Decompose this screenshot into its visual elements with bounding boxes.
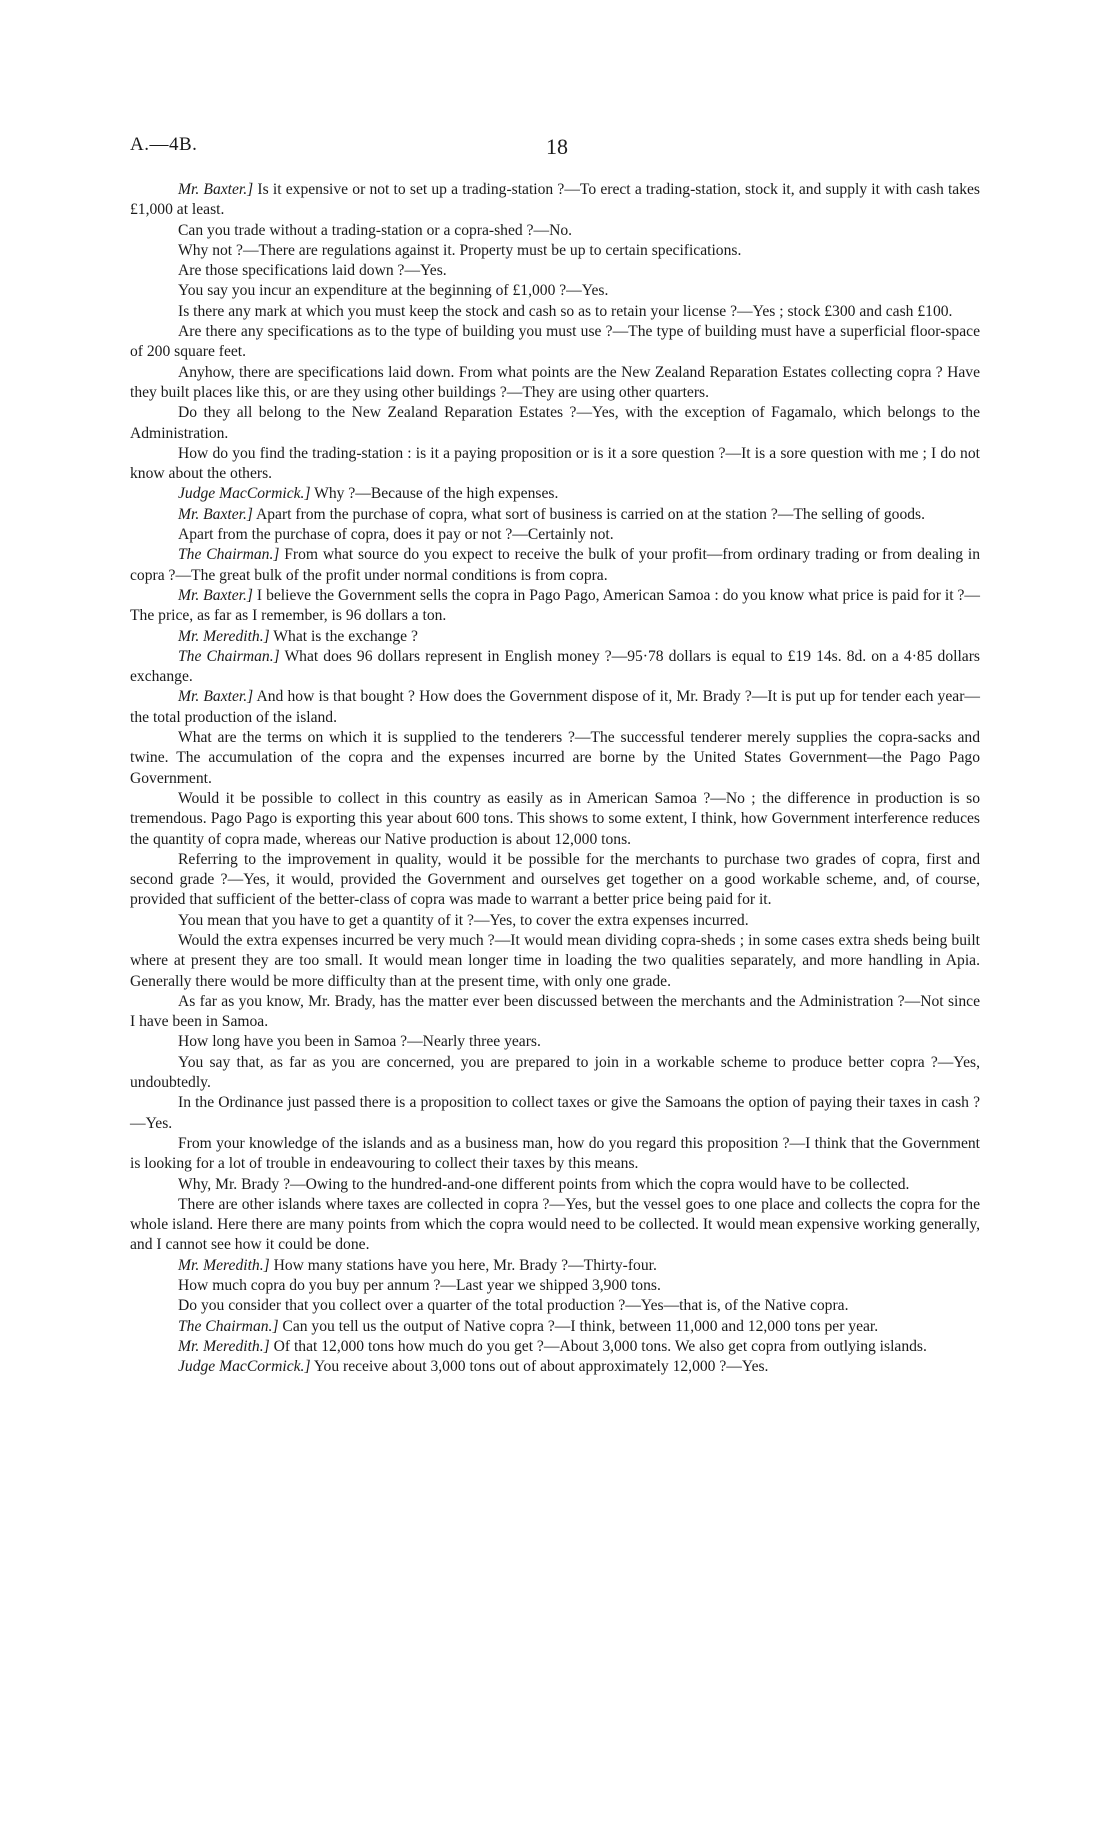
paragraph-text: Apart from the purchase of copra, does it pay or not ?—Certainly not. (178, 526, 614, 544)
paragraph (130, 1276, 980, 1296)
paragraph-text: Would it be possible to collect in this country as easily as in American Samoa ?—No ; the difference in production is so tremendous. Pago Pago is exporting this year about 600 tons. This shows to some extent, I think, how Government interference reduces the quantity of copra made, whereas our Native production is about 12,000 tons. (130, 789, 980, 848)
speaker-name: Mr. Baxter.] (178, 586, 253, 604)
paragraph-text: What does 96 dollars represent in English money ?—95·78 dollars is equal to £19 14s. 8d. on a 4·85 dollars exchange. (130, 647, 980, 686)
paragraph-text: From your knowledge of the islands and as a business man, how do you regard this proposition ?—I think that the Government is looking for a lot of trouble in endeavouring to collect their taxes by this means. (130, 1134, 980, 1173)
paragraph (130, 1175, 980, 1195)
paragraph (130, 1195, 980, 1256)
speaker-name: Mr. Baxter.] (178, 688, 254, 706)
paragraph (130, 302, 980, 322)
paragraph (130, 363, 980, 404)
paragraph (130, 687, 980, 728)
page-number: 18 (546, 134, 568, 159)
paragraph (130, 1032, 980, 1052)
paragraph (130, 505, 980, 525)
speaker-name: The Chairman.] (178, 1317, 279, 1335)
paragraph (130, 992, 980, 1033)
paragraph (130, 545, 980, 586)
paragraph-text: Why, Mr. Brady ?—Owing to the hundred-and-one different points from which the copra would have to be collected. (178, 1175, 910, 1193)
paragraph-text: What is the exchange ? (269, 627, 418, 645)
speaker-name: Judge MacCormick.] (178, 485, 311, 503)
paragraph-text: Are there any specifications as to the type of building you must use ?—The type of building must have a superficial floor-space of 200 square feet. (130, 323, 980, 361)
paragraph-text: How much copra do you buy per annum ?—Last year we shipped 3,900 tons. (178, 1277, 661, 1295)
paragraph (130, 281, 980, 301)
paragraph (130, 789, 980, 850)
paragraph (130, 1296, 980, 1316)
paragraph-text: What are the terms on which it is supplied to the tenderers ?—The successful tenderer merely supplies the copra-sacks and twine. The accumulation of the copra and the expenses incurred are borne by the United States Government—the Pago Pago Government. (130, 729, 980, 787)
speaker-name: Mr. Meredith.] (178, 1337, 270, 1355)
evidence-text (130, 180, 980, 1378)
paragraph (130, 1337, 980, 1357)
paragraph-text: Do you consider that you collect over a quarter of the total production ?—Yes—that is, of the Native copra. (178, 1297, 849, 1315)
paragraph-text: There are other islands where taxes are collected in copra ?—Yes, but the vessel goes to one place and collects the copra for the whole island. Here there are many points from which the copra would need to be collected. It would mean expensive working generally, and I cannot see how it could be done. (130, 1195, 980, 1254)
paragraph (130, 911, 980, 931)
paragraph-text: Can you tell us the output of Native copra ?—I think, between 11,000 and 12,000 tons per year. (278, 1317, 879, 1335)
paragraph-text: Do they all belong to the New Zealand Reparation Estates ?—Yes, with the exception of Fagamalo, which belongs to the Administration. (130, 404, 980, 442)
paragraph-text: Would the extra expenses incurred be very much ?—It would mean dividing copra-sheds ; in some cases extra sheds being built where at present they are too small. It would mean longer time in loading the two qualities separately, and more handling in Apia. Generally there would be more difficulty than at the present time, with only one grade. (130, 931, 980, 990)
paragraph (130, 1053, 980, 1094)
paragraph (130, 221, 980, 241)
paragraph (130, 180, 980, 221)
paragraph-text: Why not ?—There are regulations against it. Property must be up to certain specifications. (178, 241, 742, 259)
paragraph-text: Apart from the purchase of copra, what sort of business is carried on at the station ?—The selling of goods. (252, 505, 926, 523)
paragraph (130, 627, 980, 647)
paragraph (130, 1317, 980, 1337)
paragraph (130, 241, 980, 261)
paragraph-text: I believe the Government sells the copra in Pago Pago, American Samoa : do you know what price is paid for it ?—The price, as far as I remember, is 96 dollars a ton. (130, 586, 980, 625)
speaker-name: Mr. Meredith.] (178, 1256, 270, 1274)
speaker-name: Mr. Baxter.] (178, 505, 253, 523)
paragraph-text: Why ?—Because of the high expenses. (310, 485, 559, 503)
paragraph (130, 850, 980, 911)
paragraph (130, 444, 980, 485)
paragraph-text: Is it expensive or not to set up a trading-station ?—To erect a trading-station, stock it, and supply it with cash takes £1,000 at least. (130, 181, 981, 219)
paragraph (130, 1093, 980, 1134)
paragraph (130, 1357, 980, 1377)
document-reference: A.—4B. (130, 134, 198, 155)
paragraph-text: You say you incur an expenditure at the beginning of £1,000 ?—Yes. (178, 282, 609, 300)
paragraph-text: Are those specifications laid down ?—Yes. (178, 262, 447, 280)
paragraph (130, 484, 980, 504)
paragraph-text: You receive about 3,000 tons out of about approximately 12,000 ?—Yes. (310, 1358, 769, 1376)
speaker-name: Mr. Meredith.] (178, 627, 270, 645)
speaker-name: Judge MacCormick.] (178, 1358, 311, 1376)
paragraph (130, 728, 980, 789)
paragraph (130, 322, 980, 363)
paragraph (130, 586, 980, 627)
paragraph-text: Referring to the improvement in quality, would it be possible for the merchants to purchase two grades of copra, first and second grade ?—Yes, it would, provided the Government and ourselves get together on a good workable scheme, and, of course, provided that sufficient of the better-class of copra was made to warrant a better price being paid for it. (130, 850, 980, 909)
speaker-name: The Chairman.] (178, 647, 280, 665)
paragraph-text: You say that, as far as you are concerned, you are prepared to join in a workable scheme to produce better copra ?—Yes, undoubtedly. (130, 1053, 980, 1092)
paragraph (130, 1134, 980, 1175)
paragraph (130, 261, 980, 281)
paragraph-text: How do you find the trading-station : is it a paying proposition or is it a sore question ?—It is a sore question with me ; I do not know about the others. (130, 444, 980, 483)
paragraph (130, 525, 980, 545)
paragraph (130, 647, 980, 688)
paragraph-text: Can you trade without a trading-station or a copra-shed ?—No. (178, 221, 573, 239)
paragraph-text: In the Ordinance just passed there is a proposition to collect taxes or give the Samoans the option of paying their taxes in cash ?—Yes. (130, 1094, 980, 1132)
paragraph (130, 931, 980, 992)
paragraph-text: Is there any mark at which you must keep the stock and cash so as to retain your license ?—Yes ; stock £300 and cash £100. (178, 302, 953, 320)
paragraph-text: Of that 12,000 tons how much do you get ?—About 3,000 tons. We also get copra from outlying islands. (269, 1337, 927, 1355)
page-header (130, 134, 980, 164)
paragraph (130, 1256, 980, 1276)
paragraph-text: And how is that bought ? How does the Government dispose of it, Mr. Brady ?—It is put up for tender each year—the total production of the island. (130, 688, 980, 726)
paragraph-text: From what source do you expect to receive the bulk of your profit—from ordinary trading or from dealing in copra ?—The great bulk of the profit under normal conditions is from copra. (130, 546, 980, 584)
paragraph-text: You mean that you have to get a quantity of it ?—Yes, to cover the extra expenses incurred. (178, 911, 749, 929)
paragraph-text: How long have you been in Samoa ?—Nearly three years. (178, 1033, 541, 1051)
paragraph (130, 403, 980, 444)
paragraph-text: How many stations have you here, Mr. Brady ?—Thirty-four. (269, 1256, 657, 1274)
speaker-name: Mr. Baxter.] (178, 181, 254, 198)
speaker-name: The Chairman.] (178, 546, 280, 564)
paragraph-text: Anyhow, there are specifications laid down. From what points are the New Zealand Reparation Estates collecting copra ? Have they built places like this, or are they using other buildings ?—They are using other quarters. (130, 363, 980, 401)
paragraph-text: As far as you know, Mr. Brady, has the matter ever been discussed between the merchants and the Administration ?—Not since I have been in Samoa. (130, 992, 980, 1031)
